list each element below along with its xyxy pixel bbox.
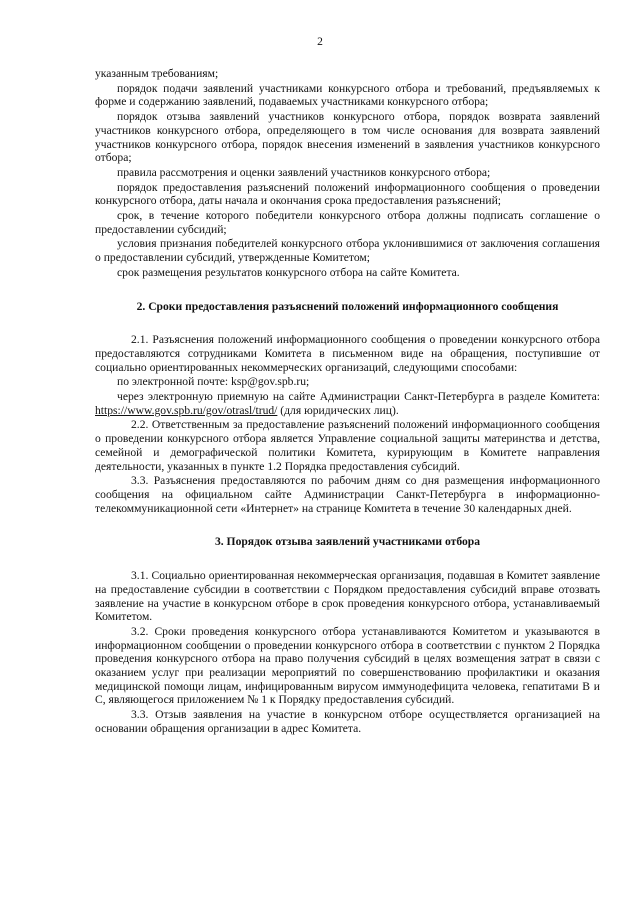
portal-text: через электронную приемную на сайте Администрации Санкт-Петербурга в разделе Комитета: [117, 390, 600, 404]
document-body [95, 67, 600, 737]
portal-link[interactable]: https://www.gov.spb.ru/gov/otrasl/trud/ [95, 403, 278, 417]
paragraph: порядок предоставления разъяснений положений информационного сообщения о проведении конкурсного отбора, даты начала и окончания срока предоставления разъяснений; [95, 180, 600, 208]
paragraph: порядок отзыва заявлений участников конкурсного отбора, порядок возврата заявлений участников конкурсного отбора, определяющего в том числе основания для возврата заявлений участников конкурсного отбора, порядок внесения изменений в заявления участников конкурсного отбора; [95, 110, 600, 165]
paragraph: 3.1. Социально ориентированная некоммерческая организация, подавшая в Комитет заявление на предоставление субсидии в соответствии с Порядком предоставления субсидий вправе отозвать заявление на участие в конкурсном отборе в срок проведения конкурсного отбора, устанавливаемый Комитетом. [95, 569, 600, 624]
paragraph: 3.3. Разъяснения предоставляются по рабочим дням со дня размещения информационного сообщения на официальном сайте Администрации Санкт-Петербурга в информационно-телекоммуникационной сети «Интернет» на странице Комитета в течение 30 календарных дней. [95, 474, 600, 515]
page-number: 2 [317, 36, 323, 48]
paragraph: 3.3. Отзыв заявления на участие в конкурсном отборе осуществляется организацией на основании обращения организации в адрес Комитета. [95, 708, 600, 735]
email-line: по электронной почте: ksp@gov.spb.ru; [117, 375, 310, 389]
paragraph: порядок подачи заявлений участниками конкурсного отбора и требований, предъявляемых к форме и содержанию заявлений, подаваемых участниками конкурсного отбора; [95, 81, 600, 109]
section-2-heading: 2. Сроки предоставления разъяснений положений информационного сообщения [136, 299, 559, 313]
portal-text-end: (для юридических лиц). [277, 403, 399, 417]
paragraph: правила рассмотрения и оценки заявлений участников конкурсного отбора; [117, 165, 491, 179]
paragraph: срок размещения результатов конкурсного отбора на сайте Комитета. [117, 265, 460, 279]
paragraph: условия признания победителей конкурсного отбора уклонившимися от заключения соглашения о предоставлении субсидий, утвержденные Комитетом; [95, 237, 600, 265]
section-3-heading: 3. Порядок отзыва заявлений участниками отбора [214, 535, 481, 549]
paragraph: 3.2. Сроки проведения конкурсного отбора устанавливаются Комитетом и указываются в информационном сообщении о проведении конкурсного отбора в соответствии с пунктом 2 Порядка проведения конкурсного отбора на право получения субсидий в целях возмещения затрат в связи с оказанием услуг при реализации мероприятий по совершенствованию профилактики и оказания медицинской помощи лицам, инфицированным вирусом иммунодефицита человека, гепатитами В и С, являющегося приложением № 1 к Порядку предоставления субсидий. [95, 624, 600, 707]
portal-line [95, 390, 600, 417]
paragraph: 2.1. Разъяснения положений информационного сообщения о проведении конкурсного отбора предоставляются сотрудниками Комитета в письменном виде на обращения, поступившие от социально ориентированных некоммерческих организаций, следующими способами: [95, 333, 600, 374]
paragraph: срок, в течение которого победители конкурсного отбора должны подписать соглашение о предоставлении субсидий; [95, 209, 600, 236]
paragraph: 2.2. Ответственным за предоставление разъяснений положений информационного сообщения о проведении конкурсного отбора является Управление социальной защиты материнства и детства, семейной и демографической политики Комитета, курирующим в Комитете направления деятельности, указанных в пункте 1.2 Порядка предоставления субсидий. [95, 418, 600, 473]
paragraph: указанным требованиям; [95, 67, 219, 80]
